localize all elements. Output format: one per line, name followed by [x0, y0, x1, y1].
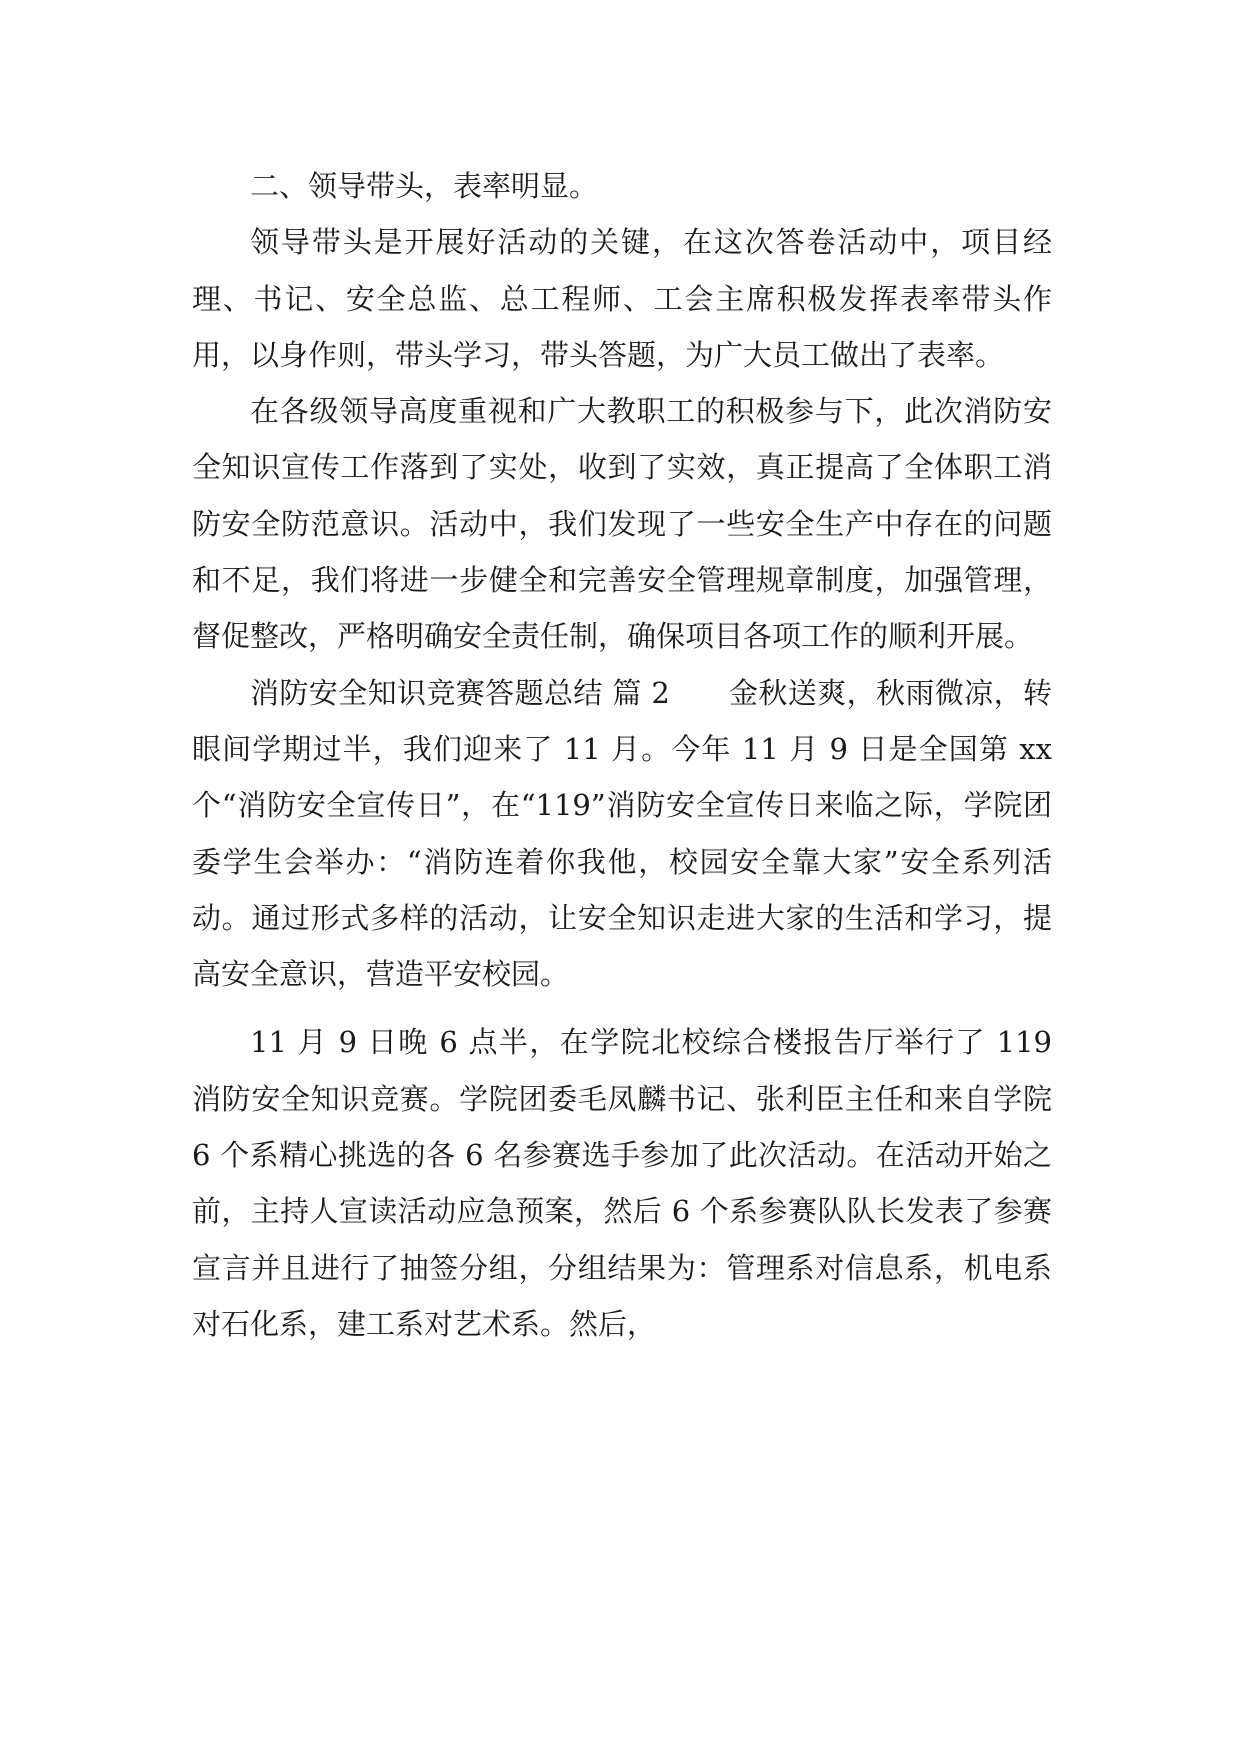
paragraph: 领导带头是开展好活动的关键，在这次答卷活动中，项目经理、书记、安全总监、总工程师、工会主席积极发挥表率带头作用，以身作则，带头学习，带头答题，为广大员工做出了表率。 — [192, 225, 1052, 372]
paragraph: 在各级领导高度重视和广大教职工的积极参与下，此次消防安全知识宣传工作落到了实处，收到了实效，真正提高了全体职工消防安全防范意识。活动中，我们发现了一些安全生产中存在的问题和不足，我们将进一步健全和完善安全管理规章制度，加强管理，督促整改，严格明确安全责任制，确保项目各项工作的顺利开展。 — [192, 394, 1052, 654]
section-heading: 二、领导带头，表率明显。 — [250, 169, 599, 203]
paragraph: 11 月 9 日晚 6 点半，在学院北校综合楼报告厅举行了 119 消防安全知识竞赛。学院团委毛凤麟书记、张利臣主任和来自学院 6 个系精心挑选的各 6 名参赛选手参加了此次活动。在活动开始之前，主持人宣读活动应急预案，然后 6 个系参赛队队长发表了参赛宣言并且进行了抽签分组，分组结果为：管理系对信息系，机电系对石化系，建工系对艺术系。然后， — [192, 1025, 1052, 1341]
paragraph: 消防安全知识竞赛答题总结 篇 2 金秋送爽，秋雨微凉，转眼间学期过半，我们迎来了 11 月。今年 11 月 9 日是全国第 xx 个“消防安全宣传日”，在“119”消防安全宣传日来临之际，学院团委学生会举办：“消防连着你我他，校园安全靠大家”安全系列活动。通过形式多样的活动，让安全知识走进大家的生活和学习，提高安全意识，营造平安校园。 — [192, 675, 1052, 992]
document-body — [192, 158, 1052, 1352]
